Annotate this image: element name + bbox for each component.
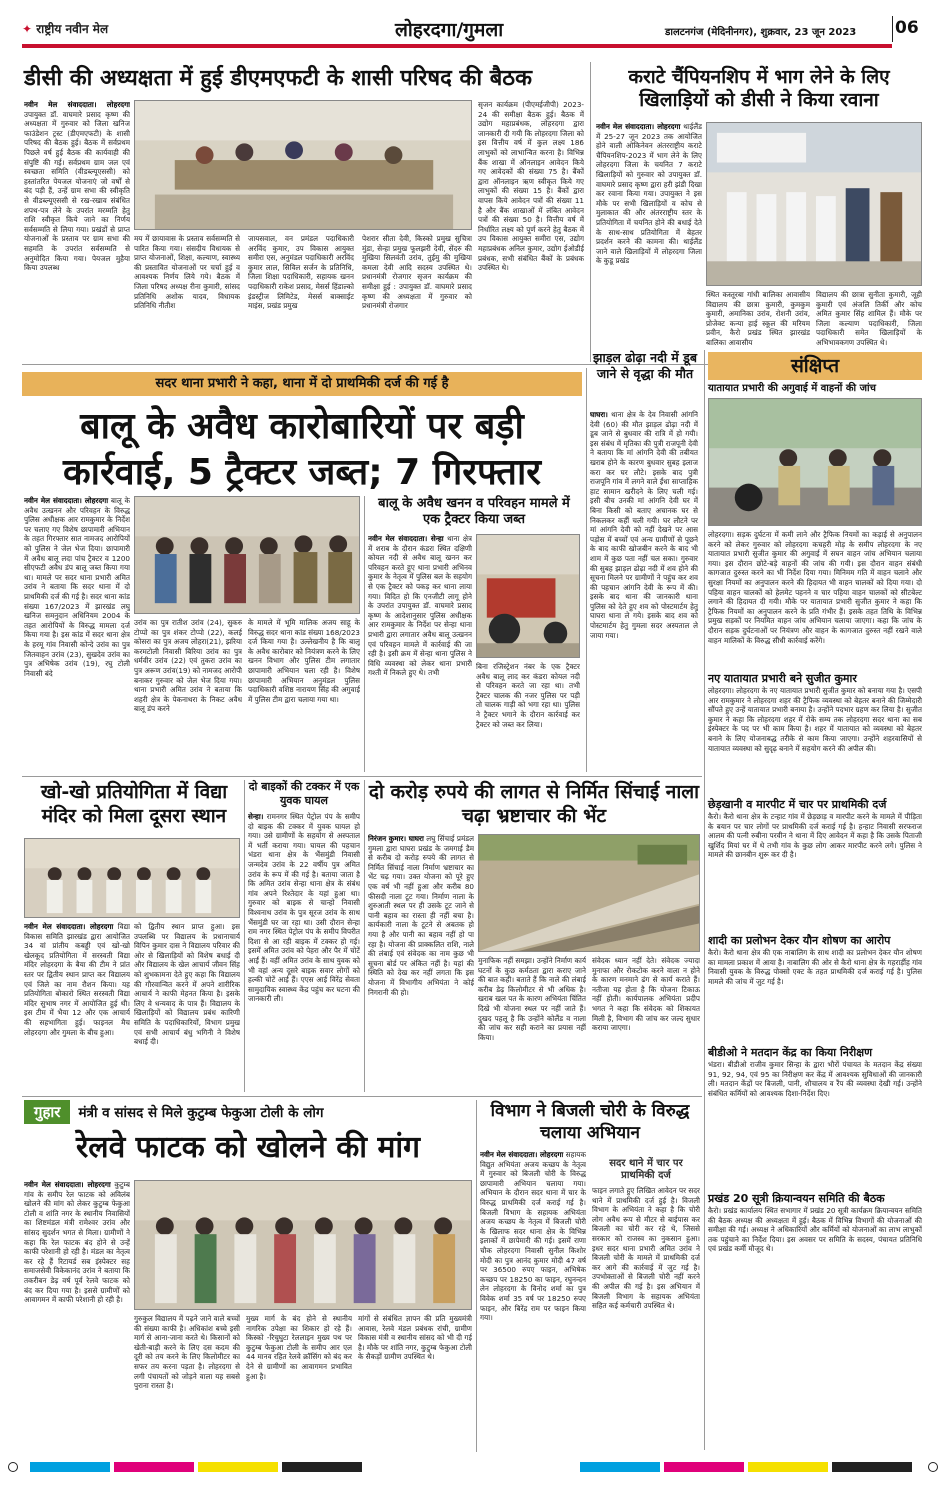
summary-text2: लोहरदगा। लोहरदगा के नए यातायात प्रभारी सुजीत कुमार को बनाया गया है। एसपी आर रामकुमार ने लोहरदगा शहर की ट्रैफिक व्यवस्था को बेहतर बनाने की जिम्मेदारी सौंपते हुए उन्हें यातायात प्रभारी बनाया है। उन्होंने पदभार ग्रहण कर लिया है। सुजीत कुमार ने कहा कि लोहरदगा शहर में रोके सम्य तक लोहरदगा सदर थाना का सब इंस्पेक्टर के पद पर भी काम किया है। शहर में यातायात को व्यवस्था को बेहतर बनाने के लिए योजनाबद्ध तरीके से काम किया जाएगा। उन्होंने शहरवासियों से यातायात व्यवस्था को सुदृढ़ बनाने में सहयोग करने की अपील की।	[708, 686, 922, 753]
story8-body-col3: संवेदक ध्यान नहीं देते। संवेदक ज्यादा मुनाफा और रोकटोक करने वाला न होने के कारण मनमाने ढंग से कार्य कराते हैं। नतीजा यह होता है कि योजना टिकाऊ नहीं होती। कार्यपालक अभियंता प्रदीप भगत ने कहा कि संवेदक को शिकायत मिली है, विभाग की जांच कर जल्द सुधार कराया जाएगा।	[592, 956, 700, 1033]
story8-body-col1: निरंजन कुमार। घाघरा लघु सिंचाई प्रमंडल गुमला द्वारा घाघरा प्रखंड के जमगाई डैम से करीब दो करोड़ रुपये की लागत से निर्मित सिंचाई नाला निर्माण भ्रष्टाचार का भेंट चढ़ गया। उक्त योजना को पूरे हुए एक वर्ष भी नहीं हुआ और करीब 80 फीसदी नाला टूट गया। निर्माण नाला के शुरुआती स्थल पर ही उसके टूट जाने से पानी बहाव का रास्ता ही नहीं बचा है। कार्यकारी नाला के टूटने से अबतक हो गया है और पानी का बहाव नहीं हो पा रहा है। योजना की प्राक्कलित राशि, नाले की लंबाई एवं संवेदक का नाम कुछ भी सूचना बोर्ड पर अंकित नहीं है। यहां की स्थिति को देख कर नहीं लगता कि इस योजना में विभागीय अभियंता ने कोई निगरानी की हो।	[368, 834, 474, 997]
page-section-title: लोहरदगा/गुमला	[395, 19, 504, 41]
story1-body-col3: जायसवाल, वन प्रमंडल पदाधिकारी अरविंद कुमार, उप विकास आयुक्त समीरा एस, अनुमंडल पदाधिकारी अरविंद कुमार लाल, सिविल सर्जन के प्रतिनिधि, जिला शिक्षा पदाधिकारी, सहायक खनन पदाधिकारी राकेश प्रसाद, मेसर्स हिंडाल्को इंडस्ट्रीज लिमिटेड, मेसर्स बाक्साईट माइंस, प्रखंड प्रमुख	[248, 234, 354, 311]
story2-body-col3: विद्यालय की छात्रा सुनीता कुमारी, जूही कुमारी एवं अंजलि तिर्की और कोच अमित कुमार सिंह शामिल हैं। मौके पर जिला कल्याण पदाधिकारी, जिला पदाधिकारी समेत खिलाड़ियों के अभिभावकगण उपस्थित थे।	[816, 290, 922, 347]
story9-body-col3: मुख्य मार्ग के बंद होने से स्थानीय नागरिक उपेक्षा का शिकार हो रहे हैं। किस्को -रिचुघुटा रेललाइन मुख्य पथ पर कुटुम्ब फेकुआ टोली के समीप आर एल 44 मानव रहित रेलवे क्रॉसिंग को बंद कर देने से ग्रामीणों का आवागमन प्रभावित हुआ है।	[246, 1314, 352, 1381]
color-strip-black	[832, 1462, 912, 1472]
story6-headline: खो-खो प्रतियोगिता में विद्या मंदिर को मिला दूसरा स्थान	[40, 781, 228, 827]
story3-kicker: सदर थाना प्रभारी ने कहा, थाना में दो प्राथमिकी दर्ज की गई है	[155, 376, 449, 391]
summary-sub2: नए यातायात प्रभारी बने सुजीत कुमार	[708, 672, 857, 685]
story3-headline: बालू के अवैध कारोबारियों पर बड़ी कार्रवाई, 5 ट्रैक्टर जब्त; 7 गिरफ्तार	[62, 406, 541, 493]
story1-meeting-photo	[134, 100, 472, 230]
story3-byline: नवीन मेल संवाददाता। लोहरदगा	[24, 496, 109, 505]
story1-body-col1: नवीन मेल संवाददाता। लोहरदगा उपायुक्त डॉ. वाघमारे प्रसाद कृष्ण की अध्यक्षता में गुरुवार को जिला खनिज फाउंडेशन ट्रस्ट (डीएमएफटी) के शासी परिषद की बैठक हुई। बैठक में सर्वप्रथम पिछले वर्ष हुई बैठक की कार्यवाही की संपुष्टि की गई। सर्वप्रथम ग्राम जल एवं स्वच्छता समिति (वीडब्ल्यूएससी) को हस्तांतरित पेयजल योजनाएं जो वर्षों से बंद पड़ी हैं, उन्हें ग्राम सभा की स्वीकृति से वीडब्ल्यूएससी से रख-रखाव संबंधित शपथ-पत्र लेने के उपरांत मरम्मति हेतु राशि स्वीकृत किये जाने का निर्णय सर्वसम्मति से लिया गया। प्रखंडों से प्राप्त योजनाओं के प्रस्ताव पर ग्राम सभा की सहमति के उपरांत सर्वसम्मति से अनुमोदित किया गया। पेयजल मुहैया किया उपलब्ध	[24, 100, 130, 273]
story7-headline: दो बाइकों की टक्कर में एक युवक घायल	[248, 780, 360, 807]
column-rule	[590, 62, 591, 362]
story10-body-col1: नवीन मेल संवाददाता। लोहरदगा सहायक विद्युत अभियंता अजय कच्छप के नेतृत्व में गुरुवार को बिजली चोरी के विरुद्ध छापामारी अभियान चलाया गया। अभियान के दौरान सदर थाना में चार के विरुद्ध प्राथमिकी दर्ज कराई गई है। बिजली विभाग के सहायक अभियंता अजय कच्छप के नेतृत्व में बिजली चोरी के खिलाफ सदर थाना क्षेत्र के विभिन्न इलाकों में छापेमारी की गई। इसमें राणा चौक लोहरदगा निवासी सुनील किशोर मोदी का पुत्र आनंद कुमार मोदी 47 वर्ष पर 36500 रुपए फाइन, अभिषेक कच्छप पर 18250 का फाइन, रघुनन्दन लेन लोहरदगा के विनोद शर्मा का पुत्र विवेक शर्मा 35 वर्ष पर 18250 रुपए फाइन, और बिरेंद्र राम पर फाइन किया गया।	[480, 1150, 586, 1323]
story10-byline: नवीन मेल संवाददाता। लोहरदगा	[480, 1150, 564, 1159]
registration-mark	[928, 1462, 938, 1472]
story5-body-col1: घाघरा। थाना क्षेत्र के देव निवासी आंगनि देवी (60) की मौत झाड़ल ढोढ़ा नदी में डूब जाने से बुधवार की रात्रि में हो गयी। इस संबंध में मृतिका की पुत्री राजपूनी देवी ने बताया कि मां आंगनि देवी की तबीयत खराब होने के कारण बुधवार सुबह इलाज करा कर घर लौटे। इसके बाद पुत्री राजपूनि गांव में लगने वाले ईंधा साप्ताहिक हाट सामान खरीदने के लिए चली गई। इसी बीच उनकी मां आंगनि देवी घर में बिना किसी को बताए अचानक घर से निकलकर कहीं चली गयी। घर लौटने पर मां आंगनि देवी को नहीं देखने पर आस पड़ोस में बच्चों एवं अन्य ग्रामीणों से पूछने के बाद काफी खोजबीन करने के बाद भी शाम में कुछ पता नहीं चल सका। गुरुवार की सुबह झाड़ल ढोढ़ा नदी में शव होने की सूचना मिलने पर ग्रामीणों ने पहुंच कर शव की पहचान आंगनि देवी के रूप में की। इसके बाद थाना की जानकारी थाना पुलिस को देते हुए शव को पोस्टमार्टम हेतु घाघरा थाना ले गये। इसके बाद शव को पोस्टमार्टम हेतु गुमला सदर अस्पताल ले जाया गया।	[590, 410, 698, 640]
story8-byline: निरंजन कुमार। घाघरा	[368, 834, 424, 843]
summary-text3: कैरो। कैरो थाना क्षेत्र के टन्हाट गांव में छेड़छाड़ व मारपीट करने के मामले में पीड़िता के बयान पर चार लोगों पर प्राथमिकी दर्ज कराई गई है। हन्हाट निवासी सरफराज आलम की पत्नी रुबीना परवीन ने थाना में दिए आवेदन में कहा है कि उसके पिताजी खुर्शिद मियां घर में थे तभी गांव के कुछ लोग आकर मारपीट करने लगे। पुलिस ने मामले की छानबीन शुरू कर दी है।	[708, 812, 922, 860]
story1-headline: डीसी की अध्यक्षता में हुई डीएमएफटी के शासी परिषद की बैठक	[24, 66, 532, 91]
story9-kicker: मंत्री व सांसद से मिले कुटुम्ब फेकुआ टोली के लोग	[78, 1105, 324, 1121]
story9-byline: नवीन मेल संवाददाता। लोहरदगा	[24, 1180, 111, 1189]
color-strip-cyan	[30, 1462, 110, 1472]
column-rule	[244, 780, 245, 1092]
summary-sub4: शादी का प्रलोभन देकर यौन शोषण का आरोप	[708, 934, 891, 947]
masthead-logo: ✦ राष्ट्रीय नवीन मेल	[22, 22, 109, 36]
column-rule	[364, 780, 365, 1092]
color-strip-cyan	[580, 1462, 660, 1472]
story8-body-col2: मुनाफिक नहीं समझा। उन्होंने निर्माण कार्य घटनों के कुछ कर्मठता द्वारा कराए जाने की बात कही। बताते हैं कि नाले की लंबाई करीब डेढ़ किलोमीटर से भी अधिक है। खराब खल पत के कारण अभियंता चिंतित दिखे भी योजना स्थल पर नहीं जाते हैं। दुखद पहलू है कि उन्होंने कोलैंड व नाला की जांच कर सही कराने का प्रयास नहीं किया।	[478, 956, 586, 1042]
header-rule	[22, 44, 892, 48]
story6-body-col2: को द्वितीय स्थान प्राप्त हुआ। इस उपलब्धि पर विद्यालय के प्रधानाचार्य विपिन कुमार दास ने विद्यालय परिवार की ओर से खिलाड़ियों को विशेष बधाई दी और विद्यालय के खेल आचार्य जीवन सिंह को शुभकामना देते हुए कहा कि विद्यालय की गौरवान्वित करने में अपने शारीरिक आचार्य ने काफी मेहनत किया है। इसके लिए वे धन्यवाद के पात्र हैं। विद्यालय के खिलाड़ियों को विद्यालय प्रबंध कारिणी समिति के पदाधिकारियों, विभाग प्रमुख एवं सभी आचार्य बंधु भगिनी ने विशेष बधाई दी।	[134, 922, 240, 1047]
story10-subhead: सदर थाने में चार पर प्राथमिकी दर्ज	[609, 1158, 683, 1181]
story1-body-col5: सृजन कार्यक्रम (पीएमईजीपी) 2023-24 की समीक्षा बैठक हुई। बैठक में उद्योग महाप्रबंधक, लोहरदगा द्वारा जानकारी दी गयी कि लोहरदगा जिला को इस वित्तीय वर्ष में कुल लक्ष्य 186 लाभुकों को लाभान्वित करना है। विभिन्न बैंक शाखा में ऑनलाइन आवेदन किये गए आवेदकों की संख्या 75 है। बैंकों द्वारा ऑनलाइन ऋण स्वीकृत किये गए लाभुकों की संख्या 15 है। बैंकों द्वारा वापस किये आवेदन पत्रों की संख्या 11 है और बैंक शाखाओं में लंबित आवेदन पत्रों की संख्या 50 है। वित्तीय वर्ष में निर्धारित लक्ष्य को पूर्ण करने हेतु बैठक में उप विकास आयुक्त समीरा एस, उद्योग महाप्रबंधक अनिल कुमार, उद्योग ईओडीई प्रबंधक, सभी संबंधित बैंकों के प्रबंधक उपस्थित थे।	[478, 100, 584, 273]
color-strip-black	[282, 1462, 362, 1472]
dateline: डालटनगंज (मेदिनीनगर), शुक्रवार, 23 जून 2023	[665, 27, 857, 38]
story3-body-col3: के मामले में भूमि मालिक अजय साहू के विरुद्ध सदर थाना कांड संख्या 168/2023 दर्ज किया गया है। उल्लेखनीय है कि बालू के अवैध कारोबार को नियंत्रण करने के लिए खनन विभाग और पुलिस टीम लगातार छापामारी अभियान चला रही है। विशेष छापामारी अभियान अनुमंडल पुलिस पदाधिकारी वशिष्ठ नारायण सिंह की अगुवाई में पुलिस टीम द्वारा चलाया गया था।	[248, 618, 360, 704]
color-strip-magenta	[114, 1462, 194, 1472]
column-rule	[586, 368, 587, 772]
story3-kicker-banner	[22, 372, 582, 396]
story3-body-col1: नवीन मेल संवाददाता। लोहरदगा बालू के अवैध उत्खनन और परिवहन के विरुद्ध पुलिस अधीक्षक आर रामकुमार के निर्देश पर चलाए गए विशेष छापामारी अभियान के तहत गिरफ्तार सात नामजद आरोपियों को पुलिस ने जेल भेज दिया। छापामारी में अवैध बालू लदा पांच ट्रैक्टर व 1200 सीएफटी अवैध डंप बालू जब्त किया गया था। मामले पर सदर थाना प्रभारी अमित उरांव ने बताया कि सदर थाना में दो प्राथमिकी दर्ज की गई है। सदर थाना कांड संख्या 167/2023 में झारखंड लघु खनिज समनुदान अधिनियम 2004 के तहत आरोपियों के विरुद्ध मामला दर्ज किया गया है। इस कांड में सदर थाना क्षेत्र के हरमू गांव निवासी कोन्दे उरांव का पुत्र जितवाहन उरांव (23), सुखदेव उरांव का पुत्र अभिषेक उरांव (19), रघु टोली निवासी बंदे	[24, 496, 130, 678]
page-number: 06	[895, 18, 919, 38]
story6-body-col1: नवीन मेल संवाददाता। लोहरदगा विद्या विकास समिति झारखंड द्वारा आयोजित 34 वां प्रांतीय कबड्डी एवं खो-खो खेलकूद प्रतियोगिता में सरस्वती विद्या मंदिर लोहरदगा के बैया की टीम ने प्रांत स्तर पर द्वितीय स्थान प्राप्त कर विद्यालय एवं जिले का नाम रौशन किया। यह प्रतियोगिता बोकारो स्थित सरस्वती विद्या मंदिर सुभाष नगर में आयोजित हुई थी। इस टीम में भैया 12 और एक आचार्य की सहभागिता हुई। फाइनल मैच लोहरदगा और गुमला के बीच हुआ।	[24, 922, 130, 1037]
story8-canal-photo	[478, 834, 700, 952]
story7-body-col1: सेन्हा। रामनगर स्थित पेट्रोल पंप के समीप दो बाइक की टक्कर में युवक घायल हो गया। उसे ग्रामीणों के सहयोग से अस्पताल में भर्ती कराया गया। घायल की पहचान भंडरा थाना क्षेत्र के भैंसमुंडी निवासी जन्मदेव उरांव के 22 वर्षीय पुत्र अमित उरांव के रूप में की गई है। बताया जाता है कि अमित उरांव सेन्हा थाना क्षेत्र के संबंध गांव अपने रिश्तेदार के यहां हुआ था। गुरुवार को बाइक से चान्हो निवासी विश्वनाथ उरांव के पुत्र सूरज उरांव के साथ भैंसमुंडी घर जा रहा था। उसी दौरान सेन्हा राम नगर स्थित पेट्रोल पंप के समीप विपरीत दिशा से आ रही बाइक में टक्कर हो गई। इसमें अमित उरांव को पेहरा और पैर में चोटें आईं हैं। वहीं अमित उरांव के साथ युवक को भी वहां अन्य दूसरे बाइक सवार लोगों को हल्की चोटें आई हैं। एएस आई विरेंद्र सेवता सामुदायिक स्वास्थ्य केंद्र पहुंच कर घटना की जानकारी ली।	[248, 812, 360, 1004]
summary-text4: कैरो। कैरो थाना क्षेत्र की एक नाबालिग के साथ शादी का प्रलोभन देकर यौन शोषण का मामला प्रकाश में आया है। नाबालिग की ओर से कैरो थाना क्षेत्र के गहरार्ड़ीह गांव निवासी युवक के विरुद्ध पोक्सो एक्ट के तहत प्राथमिकी दर्ज कराई गई है। पुलिस मामले की जांच में जुट गई है।	[708, 948, 922, 986]
summary-sub3: छेड़खानी व मारपीट में चार पर प्राथमिकी दर्ज	[708, 798, 887, 811]
story10-body-col2: फाइन लगाते हुए लिखित आवेदन पर सदर थाने में प्राथमिकी दर्ज हुई है। विजली विभाग के अभियंता ने कहा है कि चोरी लोग अवैध रूप से मीटर से बाईपास कर बिजली का चोरी कर रहे थे, जिससे सरकार को राजस्व का नुकसान हुआ। इधर सदर थाना प्रभारी अमित उरांव ने बिजली चोरी के मामले में प्राथमिकी दर्ज कर आगे की कार्रवाई में जुट गई है। उपभोक्ताओं से बिजली चोरी नहीं करने की अपील की गई है। इस अभियान में बिजली विभाग के सहायक अभियंता सहित कई कर्मचारी उपस्थित थे।	[592, 1186, 700, 1311]
bird-icon: ✦	[22, 22, 33, 36]
summary-sub6: प्रखंड 20 सूत्री क्रियान्वयन समिति की बैठक	[708, 1192, 885, 1205]
story4-headline: बालू के अवैध खनन व परिवहन मामले में एक ट्रैक्टर किया जब्त	[378, 496, 570, 527]
section-rule	[22, 776, 702, 777]
story4-tractor-photo	[476, 534, 580, 658]
story9-headline: रेलवे फाटक को खोलने की मांग	[75, 1130, 421, 1165]
story10-headline: विभाग ने बिजली चोरी के विरुद्ध चलाया अभियान	[490, 1101, 690, 1143]
summary-title: संक्षिप्त	[708, 352, 922, 380]
story9-kicker-row	[24, 1100, 472, 1124]
section-rule	[22, 1096, 702, 1097]
story9-body-col4: मांगों से संबंधित ज्ञापन की प्रति मुख्यमंत्री आवास, रेलवे मंडल प्रबंधक रांची, ग्रामीण विकास मंत्री व स्थानीय सांसद को भी दी गई है। मौके पर शांति नगर, कुटुम्ब फेकुआ टोली के सैकड़ों ग्रामीण उपस्थित थे।	[358, 1314, 472, 1362]
story3-arrest-photo	[134, 496, 360, 614]
story2-byline: नवीन मेल संवाददाता। लोहरदगा	[596, 122, 681, 131]
story5-byline: घाघरा।	[590, 410, 608, 419]
story4-byline: नवीन मेल संवाददाता। सेन्हा	[368, 534, 444, 543]
story7-byline: सेन्हा।	[248, 812, 264, 821]
color-strip-yellow	[748, 1462, 828, 1472]
summary-text5: भंडरा। बीडीओ राजीव कुमार सिन्हा के द्वारा भौरों पंचायत के मतदान केंद्र संख्या 91, 92, 94, एवं 95 का निरीक्षण कर केंद्र में आवश्यक सुविधाओं की जानकारी ली। मतदान केंद्रों पर बिजली, पानी, शौचालय व रैंप की व्यवस्था देखी गई। उन्होंने संबंधित कर्मियों को आवश्यक दिशा-निर्देश दिए।	[708, 1060, 922, 1098]
story4-body-col1: नवीन मेल संवाददाता। सेन्हा थाना क्षेत्र में शराब के दौरान कंडरा स्थित दक्षिणी कोयल नदी से अवैध बालू खनन कर परिवहन करते हुए थाना प्रभारी अभिनव कुमार के नेतृत्व में पुलिस बल के सहयोग से एक ट्रैक्टर को पकड़ कर थाना लाया गया। विदित हो कि एनजीटी लागू होने के उपरांत उपायुक्त डॉ. वाघमारे प्रसाद कृष्ण के आदेशानुसार पुलिस अधीक्षक आर रामकुमार के निर्देश पर सेन्हा थाना प्रभारी द्वारा लगातार अवैध बालू उत्खनन एवं परिवहन मामले में कार्रवाई की जा रही है। इसी क्रम में सेन्हा थाना पुलिस ने विधि व्यवस्था को लेकर थाना प्रभारी गश्ती में निकले हुए थे। तभी	[368, 534, 472, 678]
color-strip-magenta	[664, 1462, 744, 1472]
summary-text1: लोहरदगा। सड़क दुर्घटना में कमी लाने और ट्रैफिक नियमों का कड़ाई से अनुपालन करने को लेकर गुरुवार को लोहरदगा कचहरी मोड़ के समीप लोहरदगा के नए यातायात प्रभारी सुजीत कुमार की अगुवाई में सघन वाहन जांच अभियान चलाया गया। इस दौरान छोटे-बड़े वाहनों की जांच की गयी। इस दौरान वाहन संबंधी कागजात दुरुस्त करने का भी निर्देश दिया गया। मिनिमम गति में वाहन चलाने और सुरक्षा नियमों का अनुपालन करने की हिदायत भी वाहन चालकों को दिया गया। दो पहिया वाहन चालकों को हेलमेट पहनने व चार पहिया वाहन चालकों को सीटबेल्ट लगाने की हिदायत दी गयी। मौके पर यातायात प्रभारी सुजीत कुमार ने कहा कि ट्रैफिक नियमों का अनुपालन करने के प्रति गंभीर हैं। इसके तहत तिथि के विभिन्न प्रमुख सड़कों पर नियमित वाहन जांच अभियान चलाया जाएगा। कहा कि जांच के दौरान सड़क दुर्घटनाओं पर नियंत्रण और वाहन के कागजात दुरुस्त नहीं रखने वाले वाहन मालिकों के विरुद्ध सीधी कार्रवाई करेंगे।	[708, 530, 922, 645]
column-rule	[364, 496, 365, 772]
story9-delegation-photo	[134, 1180, 472, 1310]
story6-byline: नवीन मेल संवाददाता। लोहरदगा	[24, 922, 114, 931]
story2-headline: कराटे चैंपियनशिप में भाग लेने के लिए खिलाड़ियों को डीसी ने किया रवाना	[628, 66, 890, 111]
column-rule	[476, 1100, 477, 1452]
story3-body-col2: उरांव का पुत्र रातीश उरांव (24), सुकरु टोप्पो का पुत्र शंकर टोप्पो (22), कलई कोसरा का पुत्र अजय लोहरा(21), झरिया करमटोली निवासी बिरिया उरांव का पुत्र धर्मवीर उरांव (22) एवं तुकरा उरांव का पुत्र अरूण उरांव(19) को नामजद आरोपी बनाकर गुरुवार को जेल भेज दिया गया। थाना प्रभारी अमित उरांव ने बताया कि शहरी क्षेत्र के पेकनाथरा के निकट अवैध बालू डंप करने	[134, 618, 242, 714]
story2-body-col1: नवीन मेल संवाददाता। लोहरदगा थाईलैंड में 25-27 जून 2023 तक आयोजित होने वाली ओकिनेवन अंतरराष्ट्रीय कराटे चैंपियनशिप-2023 में भाग लेने के लिए लोहरदगा जिला के चयनित 7 कराटे खिलाड़ियों को गुरुवार को उपायुक्त डॉ. वाघमारे प्रसाद कृष्ण द्वारा हरी झंडी दिखा कर रवाना किया गया। उपायुक्त ने इस मौके पर सभी खिलाड़ियों व कोच से मुलाकात की और अंतरराष्ट्रीय स्तर के प्रतियोगिता में चयनित होने की बधाई देते के साथ-साथ प्रतियोगिता में बेहतर प्रदर्शन करने की कामना की। थाईलैंड जाने वाले खिलाड़ियों में लोहरदगा जिला के कुडू प्रखंड	[596, 122, 702, 266]
story1-body-col4: पेशरार सीता देवी, किस्को प्रमुख सुचित्रा मुंडा, सेन्हा प्रमुख फूलझरी देवी, सेंदरु की मुखिया सिलवंती उरांव, तुईमु की मुखिया कमला देवी आदि सदस्य उपस्थित थे। प्रधानमंत्री रोजगार सृजन कार्यक्रम की समीक्षा हुई : उपायुक्त डॉ. वाघमारे प्रसाद कृष्ण की अध्यक्षता में गुरुवार को प्रधानमंत्री रोजगार	[362, 234, 472, 311]
story5-headline: झाड़ल ढोढ़ा नदी में डूब जाने से वृद्धा की मौत	[593, 350, 697, 381]
story9-tag: गुहार	[24, 1100, 70, 1124]
summary-sub1: यातायात प्रभारी की अगुवाई में वाहनों की जांच	[708, 383, 876, 394]
summary-text6: कैरो। प्रखंड कार्यालय स्थित सभागार में प्रखंड 20 सूत्री कार्यक्रम क्रियान्वयन समिति की बैठक अध्यक्ष की अध्यक्षता में हुई। बैठक में विभिन्न विभागों की योजनाओं की समीक्षा की गई। अध्यक्ष ने अधिकारियों और कर्मियों को योजनाओं का लाभ लाभुकों तक पहुंचाने का निर्देश दिया। इस अवसर पर समिति के सदस्य, पंचायत प्रतिनिधि एवं प्रखंड कर्मी मौजूद थे।	[708, 1206, 922, 1254]
column-rule	[704, 350, 705, 1450]
story9-body-col2: गुरुकुल विद्यालय में पढ़ने जाने वाले बच्चों की संख्या काफी है। अधिकांश बच्चे इसी मार्ग से आना-जाना करते थे। किसानों को खेती-बाड़ी करने के लिए दस कदम की दूरी को तय करने के लिए किलोमीटर का सफर तय करना पड़ता है। लोहरदगा से लगी पंचायतों को जोड़ने वाला यह सबसे पुराना रास्ता है।	[134, 1314, 240, 1391]
registration-mark	[8, 1462, 18, 1472]
story9-body-col1: नवीन मेल संवाददाता। लोहरदगा कुटुम्ब गांव के समीप रेल फाटक को अविलंब खोलने की मांग को लेकर कुटुम्ब फेकुआ टोली व शांति नगर के स्थानीय निवासियों का शिष्टमंडल मंत्री रामेश्वर उरांव और सांसद सुदर्शन भगत से मिला। ग्रामीणों ने कहा कि रेल फाटक बंद होने से उन्हें काफी परेशानी हो रही है। मंडल का नेतृत्व कर रहे हैं रिटायर्ड सब इंस्पेक्टर सह समाजसेवी विकेकानंद उरांव ने बताया कि तकरीबन डेढ़ वर्ष पूर्व रेलवे फाटक को बंद कर दिया गया है। इससे ग्रामीणों को आवागमन में काफी परेशानी हो रही है।	[24, 1180, 130, 1305]
header-divider	[892, 16, 893, 42]
story8-headline: दो करोड़ रुपये की लागत से निर्मित सिंचाई नाला चढ़ा भ्रष्टाचार की भेंट	[368, 781, 700, 827]
story6-khokho-photo	[24, 838, 240, 918]
color-strip-yellow	[198, 1462, 278, 1472]
summary-traffic-photo	[708, 398, 922, 526]
summary-sub5: बीडीओ ने मतदान केंद्र का किया निरीक्षण	[708, 1046, 873, 1059]
story2-karate-photo	[706, 122, 922, 286]
story1-byline: नवीन मेल संवाददाता। लोहरदगा	[24, 100, 130, 109]
story4-body-col2: बिना रजिस्ट्रेशन नंबर के एक ट्रैक्टर अवैध बालू लाद कर कंडरा कोयल नदी से परिवहन करते जा रहा था। तभी ट्रैक्टर चालक की नजर पुलिस पर पड़ी तो चालक गाड़ी को भगा रहा था। पुलिस ने ट्रैक्टर भगाने के दौरान कार्रवाई कर ट्रैक्टर को जब्त कर लिया।	[476, 662, 580, 729]
story1-body-col2: मय में छायावास के प्रस्ताव सर्वसम्मति से पारित किया गया। संसदीय विधायक से प्राप्त योजनाओं, शिक्षा, कल्याण, स्वास्थ्य की प्रस्तावित योजनाओं पर चर्चा हुई व आवश्यक निर्णय लिये गये। बैठक में जिला परिषद अध्यक्ष रीना कुमारी, सांसद प्रतिनिधि अशोक यादव, विधायक प्रतिनिधि नीतीश	[134, 234, 240, 311]
story2-body-col2: स्थित कस्तूरबा गांधी बालिका आवासीय विद्यालय की छात्रा कुमारी, कुमकुम कुमारी, अमानिका उरांव, रोशनी उरांव, प्रोजेक्ट कन्या हाई स्कूल की मरियम प्रवीन, कैरो प्रखंड स्थित झारखंड बालिका आवासीय	[706, 290, 810, 347]
